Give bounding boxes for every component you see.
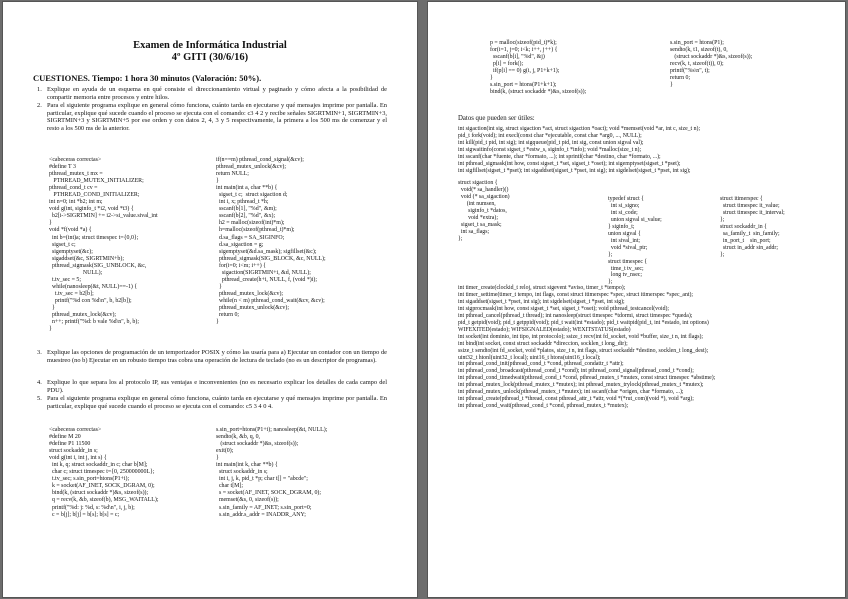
- struct-line: int sa_flags;: [458, 228, 490, 235]
- code-line: char t[M];: [216, 483, 243, 490]
- code-line: bind(k, (struct sockaddr *)&s, sizeof(s));: [49, 490, 149, 497]
- code-line: d.sa_flags = SA_SIGINFO;: [216, 234, 285, 241]
- code-line: p[i] = fork();: [490, 61, 524, 68]
- code-line: p = malloc(sizeof(pid_t)*k);: [490, 40, 557, 46]
- code-line: PTHREAD_COND_INITIALIZER;: [49, 192, 140, 199]
- code-line: sigset_t c;: [49, 241, 76, 248]
- code-line: PTHREAD_MUTEX_INITIALIZER;: [49, 178, 144, 185]
- code-continued-right: [670, 40, 752, 89]
- code-line: <cabeceras correctas>: [49, 427, 102, 433]
- signature-line: int pthread_mutex_lock(pthread_mutex_t *mutex); int pthread_mutex_trylock(pthread_mutex_t *mutex);: [458, 382, 704, 389]
- exam-subtitle: 4º GITI (30/6/16): [171, 52, 249, 63]
- code-line: int b=(int)a; struct timespec t={0,0};: [49, 234, 139, 241]
- code-line: s.sin_port=htons(P1+i); nanosleep(&t, NULL);: [216, 427, 328, 433]
- code-line: }: [216, 283, 222, 290]
- struct-line: time_t tv_sec;: [608, 265, 644, 272]
- struct-line: struct timespec it_value;: [720, 202, 780, 209]
- section-heading: CUESTIONES. Tiempo: 1 hora 30 minutos (Valoración: 50%).: [33, 73, 262, 83]
- code-line: void g(int, siginfo_t *i2, void *t3) {: [49, 206, 134, 213]
- code-block-q2-left: [49, 157, 158, 333]
- code-block-q5-right: [216, 427, 327, 519]
- struct-siginfo: [608, 196, 662, 286]
- code-line: sscanf(b[i], "%d", &j): [490, 54, 545, 61]
- code-line: #define P1 11500: [49, 441, 91, 448]
- code-line: h2 = malloc(sizeof(int)*m);: [216, 220, 285, 227]
- code-line: if(p[i] == 0) g(i, j, P1+k+1);: [490, 68, 560, 75]
- struct-line: siginfo_t *datos,: [458, 207, 507, 214]
- struct-line: typedef struct {: [608, 196, 644, 202]
- code-line: struct sockaddr_in s;: [49, 448, 98, 455]
- signature-line: int pthread_cond_init(pthread_cond_t *cond, pthread_condattr_t *attr);: [458, 361, 624, 368]
- struct-line: union sigval {: [608, 230, 641, 237]
- struct-line: int si_code;: [608, 209, 638, 216]
- code-line: memset(&s, 0, sizeof(s));: [216, 497, 279, 504]
- signature-line: int sigfillset(sigset_t *pset); int sigaddset(sigset_t *pset, int sig); int sigdelset(sigset_t *pset, int sig);: [458, 167, 691, 174]
- code-line: printf("%d con %d\n", b, b2[b]);: [49, 297, 132, 304]
- struct-line: (int numsen,: [458, 200, 496, 207]
- code-line: int main(int a, char **b) {: [216, 185, 278, 192]
- code-line: printf("%d: j: %d, s: %d\n", i, j, b);: [49, 504, 135, 511]
- code-line: s.sin_port = htons(P1+k+1);: [490, 82, 557, 89]
- code-line: int i, j, k, pid_t *p; char t[] = "abcde";: [216, 476, 308, 483]
- code-block-q2-right: [216, 157, 326, 326]
- code-line: bind(k, (struct sockaddr *)&s, sizeof(s));: [490, 89, 587, 96]
- exam-page-1: [3, 2, 417, 597]
- code-line: pthread_create(h+i, NULL, f, (void *)i);: [216, 276, 317, 283]
- signature-line: ssize_t sendto(int fd_socket, void *platos, size_t n, int flags, struct sockaddr *destino, socklen_t long_dest);: [458, 347, 709, 354]
- code-line: printf("%s\n", t);: [670, 68, 710, 75]
- code-line: t.tv_sec; s.sin_port=htons(P1+i);: [49, 476, 130, 483]
- code-line: recv(k, t, sizeof(t)), 0);: [670, 61, 724, 68]
- code-line: }: [490, 75, 493, 82]
- code-line: while(n < m) pthread_cond_wait(&cv, &cv);: [216, 297, 325, 304]
- struct-line: sa_family_t sin_family;: [720, 230, 780, 237]
- struct-line: long tv_nsec;: [608, 272, 642, 279]
- code-line: void *f(void *a) {: [49, 227, 92, 234]
- struct-line: };: [608, 251, 613, 258]
- signature-line: int sigprocmask(int how, const sigset_t *set, sigset_t *oset); void pthread_testcancel(void);: [458, 305, 670, 312]
- struct-line: };: [458, 235, 463, 242]
- code-line: sendto(k, &b, q, 0,: [216, 434, 261, 441]
- code-line: #define M 20: [49, 434, 81, 441]
- code-line: s.sin_addr.s_addr = INADDR_ANY;: [216, 511, 306, 518]
- signature-line: WIFEXITED(estado); WIFSIGNALED(estado); WEXITSTATUS(estado): [458, 326, 631, 333]
- function-signatures-2: [458, 285, 715, 410]
- code-line: q = recv(k, &b, sizeof(b), MSG_WAITALL);: [49, 497, 159, 504]
- code-line: t.tv_sec = 5;: [49, 276, 81, 283]
- code-line: }: [49, 326, 52, 333]
- code-line: sigaddset(&c, SIGRTMIN+b);: [49, 255, 124, 262]
- code-line: int n=0; int *b2; int m;: [49, 199, 103, 206]
- code-line: t.tv_sec = b2[b];: [49, 290, 94, 297]
- struct-sigaction: [458, 180, 510, 243]
- signature-line: pid_t fork(void); int execl(const char *ejecutable, const char *arg0, ..., NULL);: [458, 132, 642, 139]
- code-line: (struct sockaddr *)&s, sizeof(s));: [216, 441, 299, 448]
- signature-line: int socket(int dominio, int tipo, int protocolo); ssize_t recv(int fd_socket, void *buffer, size_t n, int flags);: [458, 333, 704, 340]
- struct-line: union sigval si_value;: [608, 216, 662, 223]
- signature-line: int kill(pid_t pid, int sig); int sigqueue(pid_t pid, int sig, const union sigval val);: [458, 139, 644, 146]
- struct-line: in_port_t sin_port;: [720, 237, 771, 244]
- question-3: 3. Explique las opciones de programación de un temporizador POSIX y cómo las usaría para a) Ejecutar un contador con un tiempo de muestreo (no b) Ejecutar en un robusto tiempo tras cobra una operación de lectura de teclado (no es un descriptor de programas).: [37, 349, 387, 364]
- question-2: 2. Para el siguiente programa explique en general cómo funciona, cuánto tarda en ejecutarse y qué mensajes imprime por pantalla. En particular, explique qué sucede cuando el proceso se ejecuta con el comando: c3 4 2 y recibe señales SIGRTMIN+1, SIGRTMIN+3, SIGRTMIN+3 y SIGRTMIN+5 por ese orden y con datos 2, 4, 3 y 5 respectivamente, la primera a los 500 ms de comenzar y el resto a los 500 ms de la anterior.: [37, 102, 387, 132]
- code-line: }: [670, 82, 673, 89]
- signature-line: int pthread_cond_timedwait(pthread_cond_t *cond, pthread_mutex_t *mutex, const struct timespec *abstime);: [458, 375, 716, 382]
- struct-line: };: [608, 279, 613, 286]
- code-line: (struct sockaddr *)&s, sizeof(s));: [670, 54, 753, 61]
- signature-line: pid_t getpid(void); pid_t getppid(void); pid_t wait(int *estado); pid_t waitpid(pid_t, int *estado, int options): [458, 319, 709, 326]
- signature-line: int sigwaitinfo(const sigset_t *estw_s, siginfo_t *info); void *malloc(size_t n);: [458, 146, 642, 153]
- code-line: sigset_t c; struct sigaction d;: [216, 192, 288, 199]
- code-line: pthread_sigmask(SIG_UNBLOCK, &c,: [49, 262, 147, 269]
- struct-line: } siginfo_t;: [608, 223, 635, 230]
- code-line: k = socket(AF_INET, SOCK_DGRAM, 0);: [49, 483, 155, 490]
- exam-page-2: [428, 2, 845, 597]
- code-line: char c; struct timespec t={0, 250000000L};: [49, 469, 155, 476]
- code-line: n++; printf("%d: b vale %d\n", b, b);: [49, 319, 139, 326]
- struct-line: void (* sa_sigaction): [458, 193, 510, 200]
- code-line: sendto(k, t1, sizeof(t), 0,: [670, 47, 728, 54]
- signature-line: int pthread_cond_wait(pthread_cond_t *cond, pthread_mutex_t *mutex);: [458, 403, 629, 410]
- signature-line: int pthread_sigmask(int how, const sigset_t *set, sigset_t *oset); int sigemptyset(sigset_t *pset);: [458, 160, 681, 167]
- signature-line: int timer_create(clockid_t reloj, struct sigevent *aviso, timer_t *tempo);: [458, 285, 626, 291]
- struct-line: sigset_t sa_mask;: [458, 221, 502, 228]
- function-signatures-1: [458, 126, 700, 175]
- code-line: }: [216, 455, 219, 462]
- code-line: return 0;: [216, 312, 240, 319]
- struct-line: void *sival_ptr;: [608, 244, 648, 251]
- code-line: }: [216, 178, 219, 185]
- signature-line: int pthread_cancel(pthread_t thread); int nanosleep(struct timespec *tdormi, struct timespec *queda);: [458, 312, 693, 319]
- code-line: }: [49, 304, 55, 311]
- question-5: 5. Para el siguiente programa explique en general cómo funciona, cuánto tarda en ejecutarse y qué mensajes imprime por pantalla. En particular, explique qué sucede cuando el proceso se ejecuta con el comando: c5 3 4 0 4.: [37, 395, 387, 410]
- question-1: 1. Explique en ayuda de un esquema en qué consiste el direccionamiento virtual y paginado y cómo afecta a la posibilidad de compartir memoria entre procesos y entre hilos.: [37, 86, 387, 101]
- code-block-q5-left: [49, 427, 159, 519]
- code-line: sigemptyset(&c);: [49, 248, 93, 255]
- useful-data-heading: Datos que pueden ser útiles:: [458, 115, 535, 122]
- signature-line: uint32_t htonl(uint32_t local); uint16_t htons(uint16_t local);: [458, 354, 601, 361]
- code-line: int i, x; pthread_t *h;: [216, 199, 269, 206]
- code-continued-left: [490, 40, 586, 96]
- code-line: pthread_mutex_unlock(&cv);: [216, 164, 287, 171]
- signature-line: int pthread_create(pthread_t *thread, const pthread_attr_t *attr, void *(*rut_com)(void *), void *arg);: [458, 396, 694, 403]
- code-line: struct sockaddr_in s;: [216, 469, 268, 476]
- struct-line: int sival_int;: [608, 237, 641, 244]
- code-line: while(nanosleep(&t, NULL)==-1) {: [49, 283, 138, 290]
- code-line: #define T 3: [49, 164, 76, 171]
- code-line: pthread_mutex_lock(&cv);: [216, 290, 284, 297]
- code-line: sscanf(b[1], "%d", &m);: [216, 206, 277, 213]
- code-line: int main(int k, char **b) {: [216, 462, 278, 469]
- signature-line: int pthread_cond_broadcast(pthread_cond_t *cond); int pthread_cond_signal(pthread_cond_t *cond);: [458, 368, 694, 375]
- code-line: return 0;: [670, 75, 691, 82]
- struct-line: struct itimerspec {: [720, 196, 763, 202]
- struct-line: };: [720, 251, 725, 258]
- signature-line: int sigaddset(sigset_t *pset, int sig); int sigdelset(sigset_t *pset, int sig);: [458, 298, 625, 305]
- code-line: for(i=1, j=0; i<k; i++, j++) {: [490, 47, 558, 54]
- question-4: 4. Explique lo que separa los al protocolo IP, sus ventajas e inconvenientes (no es necesario explicar los detalles de cada campo del PDU).: [37, 379, 387, 394]
- code-line: s.sin_family = AF_INET; s.sin_port=0;: [216, 504, 312, 511]
- code-line: b2[i->SIGRTMIN] += i2->si_value.sival_int: [49, 213, 158, 220]
- code-line: pthread_mutex_lock(&cv);: [49, 312, 117, 319]
- code-line: }: [216, 319, 219, 326]
- struct-line: struct sockaddr_in {: [720, 223, 767, 230]
- signature-line: int pthread_mutex_unlock(pthread_mutex_t *mutex); int sscanf(char *origen, char *formato, ...);: [458, 389, 684, 396]
- code-line: s.sin_port = htons(P1);: [670, 40, 724, 46]
- code-line: s = socket(AF_INET, SOCK_DGRAM, 0);: [216, 490, 321, 497]
- code-line: pthread_mutex_t mx =: [49, 171, 103, 178]
- struct-line: struct timespec it_interval;: [720, 209, 785, 216]
- code-line: void g(int i, int j, int s) {: [49, 455, 107, 462]
- struct-line: int si_signo;: [608, 202, 640, 209]
- code-line: if(n==m) pthread_cond_signal(&cv);: [216, 157, 304, 163]
- struct-line: struct sigaction {: [458, 180, 498, 186]
- code-line: exit(0);: [216, 448, 234, 455]
- struct-itimerspec: [720, 196, 785, 259]
- struct-line: struct in_addr sin_addr;: [720, 244, 778, 251]
- signature-line: int sigaction(int sig, struct sigaction *act, struct sigaction *oact); void *memset(void *ar, int c, size_t n);: [458, 126, 701, 132]
- code-line: pthread_mutex_unlock(&cv);: [216, 304, 289, 311]
- signature-line: int sscanf(char *fuente, char *formato, ...); int sprintf(char *destino, char *formato, ...);: [458, 153, 661, 160]
- code-line: int k, q; struct sockaddr_in c; char b[M];: [49, 462, 148, 469]
- struct-line: };: [720, 216, 725, 223]
- code-line: sigaction(SIGRTMIN+i, &d, NULL);: [216, 269, 311, 276]
- code-line: sigemptyset(&d.sa_mask); sigfillset(&c);: [216, 248, 317, 255]
- code-line: sscanf(b[2], "%d", &x);: [216, 213, 276, 220]
- code-line: }: [49, 220, 52, 227]
- code-line: pthread_cond_t cv =: [49, 185, 98, 192]
- struct-line: void(* sa_handler)(): [458, 186, 509, 193]
- code-line: c = b[j]; b[j] = b[s]; b[s] = c;: [49, 511, 120, 518]
- code-line: <cabeceras correctas>: [49, 157, 102, 163]
- exam-title: Examen de Informática Industrial: [133, 40, 287, 51]
- signature-line: int bind(int socket, const struct sockaddr *direccion, socklen_t long_dir);: [458, 340, 628, 347]
- code-line: pthread_sigmask(SIG_BLOCK, &c, NULL);: [216, 255, 326, 262]
- code-line: h=malloc(sizeof(pthread_t)*m);: [216, 227, 295, 234]
- code-line: NULL);: [49, 269, 103, 276]
- code-line: return NULL;: [216, 171, 249, 178]
- code-line: d.sa_sigaction = g;: [216, 241, 264, 248]
- struct-line: void *extra);: [458, 214, 498, 221]
- struct-line: struct timespec {: [608, 258, 648, 265]
- code-line: for(i=0; i<m; i++) {: [216, 262, 266, 269]
- signature-line: int timer_settime(timer_t tempo, int flags, const struct itimerspec *spec, struct itimerspec *spec_ant);: [458, 291, 694, 298]
